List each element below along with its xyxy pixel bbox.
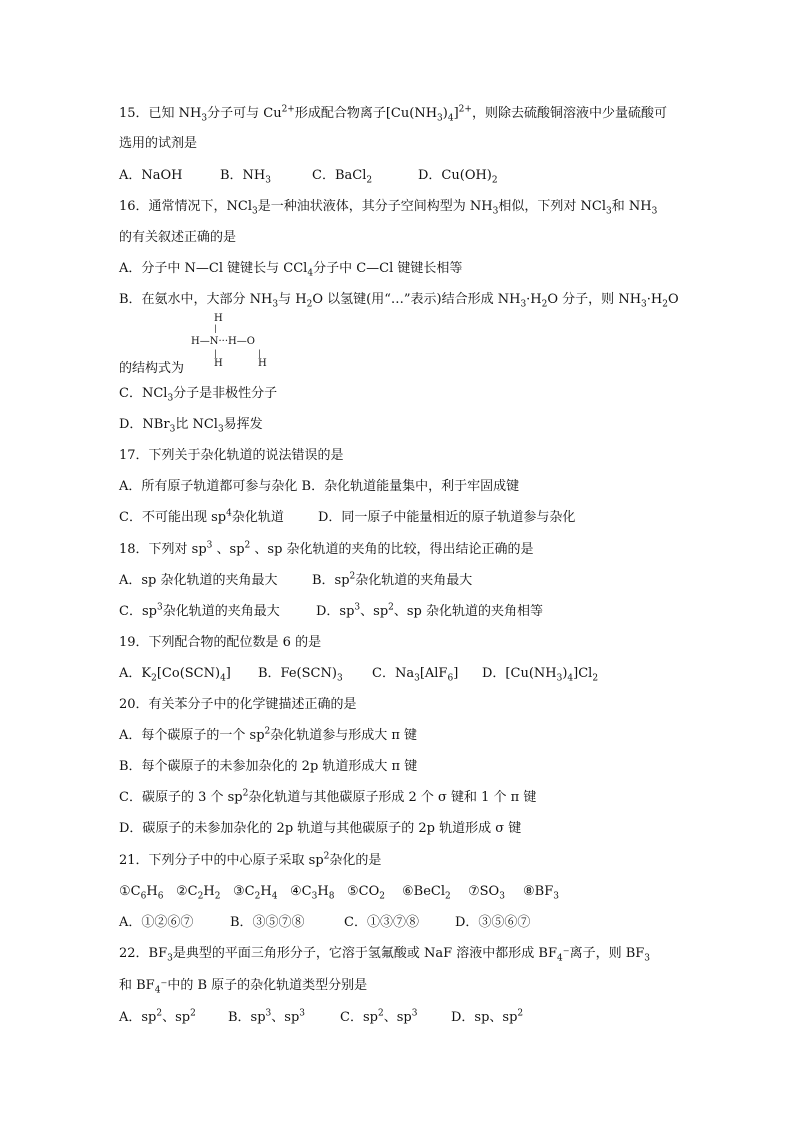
q22-stem: 22．$BF_3$是典型的平面三角形分子，它溶于氢氟酸或 NaF 溶液中都形成 $BF_4^-$离子，则 $BF_3$ bbox=[119, 946, 651, 964]
q21-item-6: ⑥BeCl$_2$ bbox=[402, 884, 451, 902]
q19-option-a: A．$K_2[Co(SCN)_4]$ bbox=[119, 666, 231, 684]
q18-stem: 18．下列对 $sp^3$ 、$sp^2$ 、sp 杂化轨道的夹角的比较，得出结论正确的是 bbox=[119, 540, 534, 557]
q18-options-ab bbox=[119, 573, 472, 589]
q21-item-3: $③C_2H_4$ bbox=[233, 884, 278, 902]
q20-option-c: C．碳原子的 3 个 $sp^2$杂化轨道与其他碳原子形成 2 个 σ 键和 1 个 π 键 bbox=[119, 788, 537, 805]
q22-option-a: A．$sp^2$、$sp^2$ bbox=[119, 1008, 196, 1025]
q21-item-1: $①C_6H_6$ bbox=[119, 884, 164, 902]
q19-stem: 19．下列配合物的配位数是 6 的是 bbox=[119, 635, 322, 650]
q19-options bbox=[119, 666, 598, 682]
q21-options bbox=[119, 915, 530, 931]
q18-option-a: A．sp 杂化轨道的夹角最大 bbox=[119, 573, 278, 588]
q21-option-a: A．①②⑥⑦ bbox=[119, 915, 194, 930]
q15-stem: 15．已知 $NH_3$分子可与 $Cu^{2+}$形成配合物离子$[Cu(NH_3)_4]^{2+}$，则除去硫酸铜溶液中少量硫酸可 bbox=[119, 104, 667, 124]
formula-h-top: H bbox=[214, 313, 223, 324]
q16-option-d: D．NBr$_3$比 NCl$_3$易挥发 bbox=[119, 417, 263, 435]
q22-option-c: C．$sp^2$、$sp^3$ bbox=[340, 1008, 418, 1025]
q18-option-c: C．$sp^3$杂化轨道的夹角最大 bbox=[119, 602, 280, 619]
q15-option-b: B．$NH_3$ bbox=[220, 168, 271, 186]
q19-option-c: C．$Na_3[AlF_6]$ bbox=[372, 666, 459, 684]
q16-option-b: B．在氨水中，大部分 $NH_3$与 $H_2O$ 以氢键(用“…”表示)结合形成 $NH_3\cdot H_2O$ 分子，则 $NH_3\cdot H_2O$ bbox=[119, 292, 679, 310]
q22-option-d: D．sp、$sp^2$ bbox=[451, 1008, 524, 1025]
formula-bond-bottom-o: | bbox=[258, 349, 261, 358]
q21-items bbox=[119, 884, 559, 900]
q15-stem-2: 选用的试剂是 bbox=[119, 136, 198, 151]
q19-option-b: B．$Fe(SCN)_3$ bbox=[258, 666, 343, 684]
q15-option-c: C．BaCl$_2$ bbox=[312, 168, 373, 186]
formula-h-bottom-o: H bbox=[258, 358, 267, 369]
q21-item-5: $⑤CO_2$ bbox=[347, 884, 385, 902]
q15-option-a: A．NaOH bbox=[119, 168, 183, 183]
q21-stem: 21．下列分子中的中心原子采取 $sp^2$杂化的是 bbox=[119, 851, 382, 868]
formula-main-chain: H—N···H—O bbox=[191, 336, 255, 347]
q16-option-b-tail: 的结构式为 bbox=[119, 361, 185, 376]
q22-stem-2: 和 $BF_4^-$中的 B 原子的杂化轨道类型分别是 bbox=[119, 978, 368, 996]
q17-options-cd bbox=[119, 510, 575, 526]
q20-option-a: A．每个碳原子的一个 $sp^2$杂化轨道参与形成大 π 键 bbox=[119, 726, 418, 743]
q21-item-7: $⑦SO_3$ bbox=[468, 884, 505, 902]
q20-option-b: B．每个碳原子的未参加杂化的 2p 轨道形成大 π 键 bbox=[119, 759, 418, 774]
q20-stem: 20．有关苯分子中的化学键描述正确的是 bbox=[119, 697, 357, 712]
q18-option-d: D．$sp^3$、$sp^2$、sp 杂化轨道的夹角相等 bbox=[316, 602, 544, 619]
formula-bond-bottom-n: | bbox=[214, 349, 217, 358]
q17-options-ab: A．所有原子轨道都可参与杂化 B．杂化轨道能量集中，利于牢固成键 bbox=[119, 479, 520, 494]
q16-option-a: A．分子中 N—Cl 键键长与 CCl$_4$分子中 C—Cl 键键长相等 bbox=[119, 261, 463, 279]
q20-option-d: D．碳原子的未参加杂化的 2p 轨道与其他碳原子的 2p 轨道形成 σ 键 bbox=[119, 821, 522, 836]
q21-item-8: $⑧BF_3$ bbox=[523, 884, 559, 902]
q22-option-b: B．$sp^3$、$sp^3$ bbox=[228, 1008, 306, 1025]
formula-h-bottom-n: H bbox=[214, 358, 223, 369]
q21-option-d: D．③⑤⑥⑦ bbox=[455, 915, 531, 930]
q15-option-d: D．$Cu(OH)_2$ bbox=[418, 168, 498, 186]
q17-option-d: D．同一原子中能量相近的原子轨道参与杂化 bbox=[318, 510, 576, 525]
q17-option-c: C．不可能出现 $sp^4$杂化轨道 bbox=[119, 508, 284, 525]
q16-option-c: C．NCl$_3$分子是非极性分子 bbox=[119, 386, 278, 404]
q18-option-b: B．$sp^2$杂化轨道的夹角最大 bbox=[312, 571, 473, 588]
q15-options bbox=[119, 168, 498, 184]
q21-item-2: $②C_2H_2$ bbox=[176, 884, 221, 902]
q21-item-4: $④C_3H_8$ bbox=[290, 884, 335, 902]
q21-option-c: C．①③⑦⑧ bbox=[344, 915, 419, 930]
q22-options bbox=[119, 1010, 523, 1026]
q19-option-d: D．$[Cu(NH_3)_4]Cl_2$ bbox=[482, 666, 599, 684]
q16-stem: 16．通常情况下，NCl$_3$是一种油状液体，其分子空间构型为 $NH_3$相似，下列对 NCl$_3$和 $NH_3$ bbox=[119, 199, 658, 217]
q18-options-cd bbox=[119, 604, 543, 620]
q16-stem-2: 的有关叙述正确的是 bbox=[119, 230, 237, 245]
q17-stem: 17．下列关于杂化轨道的说法错误的是 bbox=[119, 448, 344, 463]
nh3-h2o-structural-formula bbox=[188, 314, 278, 372]
formula-bond-top: | bbox=[214, 324, 217, 333]
q21-option-b: B．③⑤⑦⑧ bbox=[230, 915, 305, 930]
